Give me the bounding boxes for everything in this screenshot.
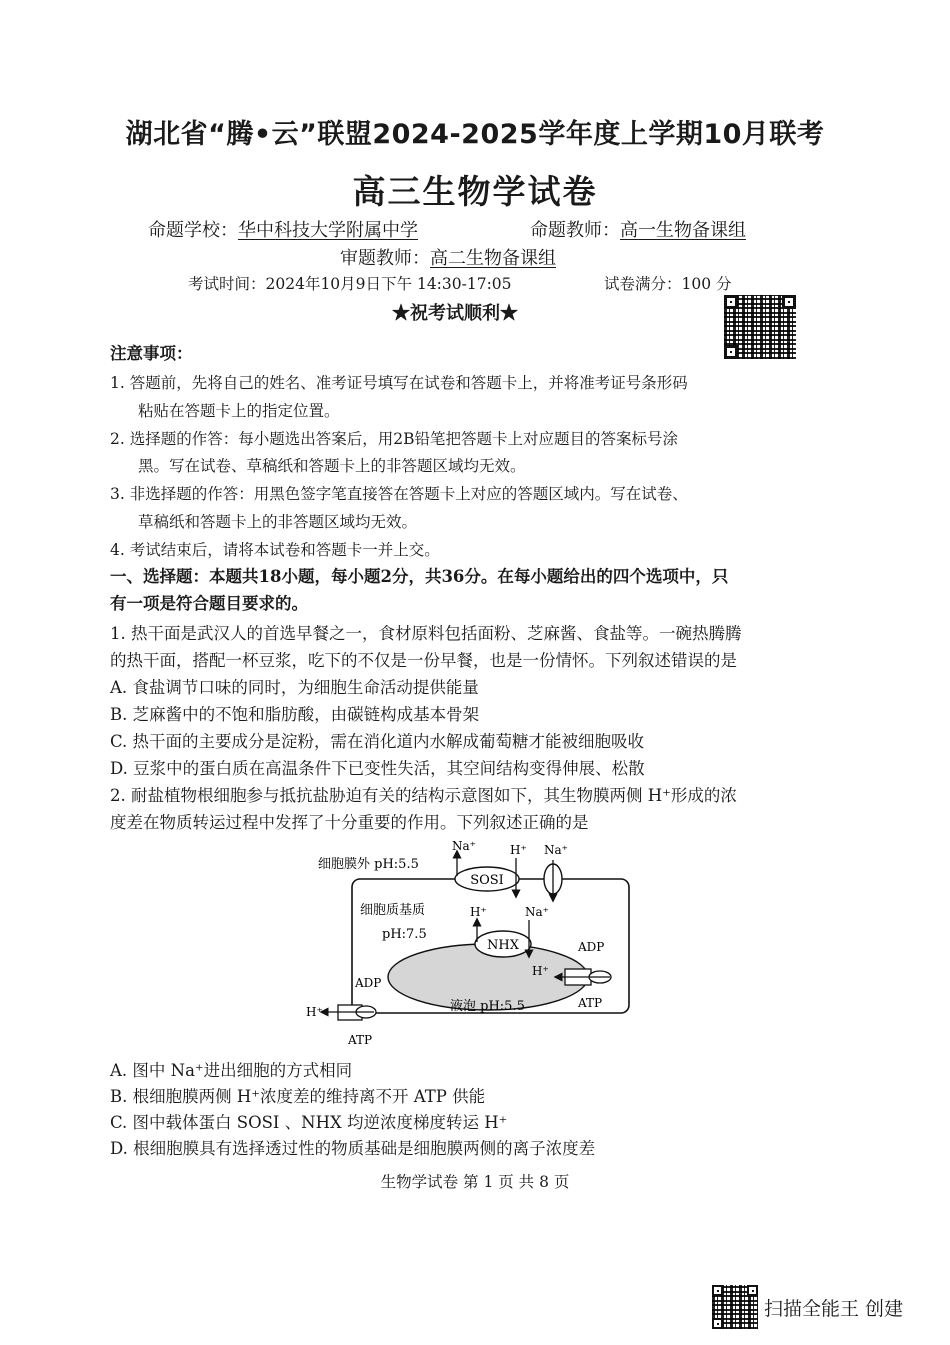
adp-label-2: ADP — [355, 976, 382, 990]
q1-stem-cont: 的热干面，搭配一杯豆浆，吃下的不仅是一份早餐，也是一份情怀。下列叙述错误的是 — [110, 651, 737, 670]
teacher-line — [530, 216, 746, 242]
full-score: 试卷满分：100 分 — [604, 275, 732, 293]
q1-option-b: B. 芝麻酱中的不饱和脂肪酸，由碳链构成基本骨架 — [110, 705, 480, 724]
q2-option-d: D. 根细胞膜具有选择透过性的物质基础是细胞膜两侧的离子浓度差 — [110, 1139, 596, 1158]
note-line: 2. 选择题的作答：每小题选出答案后，用2B铅笔把答题卡上对应题目的答案标号涂 — [110, 430, 678, 448]
paper-title: 高三生物学试卷 — [352, 172, 598, 211]
note-line: 3. 非选择题的作答：用黑色签字笔直接答在答题卡上对应的答题区域内。写在试卷、 — [110, 485, 688, 503]
school-name: 华中科技大学附属中学 — [238, 220, 418, 241]
q1-option-a: A. 食盐调节口味的同时，为细胞生命活动提供能量 — [110, 678, 479, 697]
h-label-1: H⁺ — [510, 843, 527, 857]
school-line — [148, 216, 418, 242]
q1-option-d: D. 豆浆中的蛋白质在高温条件下已变性失活，其空间结构变得伸展、松散 — [110, 759, 645, 778]
atp-label-1: ATP — [578, 996, 603, 1010]
q2-stem-cont: 度差在物质转运过程中发挥了十分重要的作用。下列叙述正确的是 — [110, 813, 589, 832]
q1-stem: 1. 热干面是武汉人的首选早餐之一，食材原料包括面粉、芝麻酱、食盐等。一碗热腾腾 — [110, 624, 742, 643]
na-label-1: Na⁺ — [452, 839, 476, 853]
reviewer-name: 高二生物备课组 — [430, 248, 556, 269]
q2-stem: 2. 耐盐植物根细胞参与抵抗盐胁迫有关的结构示意图如下，其生物膜两侧 H⁺形成的浓 — [110, 786, 737, 805]
section-heading-cont: 有一项是符合题目要求的。 — [110, 594, 308, 613]
reviewer-label: 审题教师： — [340, 248, 430, 269]
h-label-3: H⁺ — [532, 964, 549, 978]
h-label-4: H⁺ — [306, 1005, 323, 1019]
outside-label: 细胞膜外 pH:5.5 — [318, 857, 419, 872]
page-number: 生物学试卷 第 1 页 共 8 页 — [380, 1173, 570, 1191]
teacher-label: 命题教师： — [530, 220, 620, 241]
note-line: 4. 考试结束后，请将本试卷和答题卡一并上交。 — [110, 541, 440, 559]
scanner-watermark: 扫描全能王 创建 — [764, 1298, 904, 1320]
qr-code-icon — [724, 295, 796, 359]
vacuole-label: 液泡 pH:5.5 — [450, 999, 525, 1014]
note-line: 黑。写在试卷、草稿纸和答题卡上的非答题区域均无效。 — [138, 457, 526, 475]
q2-option-c: C. 图中载体蛋白 SOSI 、NHX 均逆浓度梯度转运 H⁺ — [110, 1113, 508, 1132]
na-label-2: Na⁺ — [544, 843, 568, 857]
section-heading: 一、选择题：本题共18小题，每小题2分，共36分。在每小题给出的四个选项中，只 — [110, 567, 729, 586]
atp-label-2: ATP — [348, 1033, 373, 1047]
scanner-logo-icon — [712, 1285, 758, 1329]
matrix-ph-label: pH:7.5 — [382, 927, 427, 942]
teacher-name: 高一生物备课组 — [620, 220, 746, 241]
root-cell-diagram — [300, 830, 645, 1050]
h-label-2: H⁺ — [470, 905, 487, 919]
nhx-label: NHX — [487, 938, 519, 953]
note-line: 1. 答题前，先将自己的姓名、准考证号填写在试卷和答题卡上，并将准考证号条形码 — [110, 374, 688, 392]
school-label: 命题学校： — [148, 220, 238, 241]
reviewer-line — [340, 244, 556, 270]
exam-time: 考试时间：2024年10月9日下午 14:30-17:05 — [188, 275, 512, 293]
q2-option-a: A. 图中 Na⁺进出细胞的方式相同 — [110, 1061, 353, 1080]
matrix-label: 细胞质基质 — [360, 903, 426, 918]
exam-title: 湖北省“腾•云”联盟2024-2025学年度上学期10月联考 — [125, 119, 825, 150]
adp-label-1: ADP — [578, 940, 605, 954]
good-luck: ★祝考试顺利★ — [392, 303, 518, 324]
notes-heading: 注意事项： — [110, 344, 193, 363]
na-label-3: Na⁺ — [525, 905, 549, 919]
note-line: 草稿纸和答题卡上的非答题区域均无效。 — [138, 513, 418, 531]
q1-option-c: C. 热干面的主要成分是淀粉，需在消化道内水解成葡萄糖才能被细胞吸收 — [110, 732, 645, 751]
sosi-label: SOSI — [470, 873, 504, 888]
note-line: 粘贴在答题卡上的指定位置。 — [138, 402, 340, 420]
q2-option-b: B. 根细胞膜两侧 H⁺浓度差的维持离不开 ATP 供能 — [110, 1087, 486, 1106]
